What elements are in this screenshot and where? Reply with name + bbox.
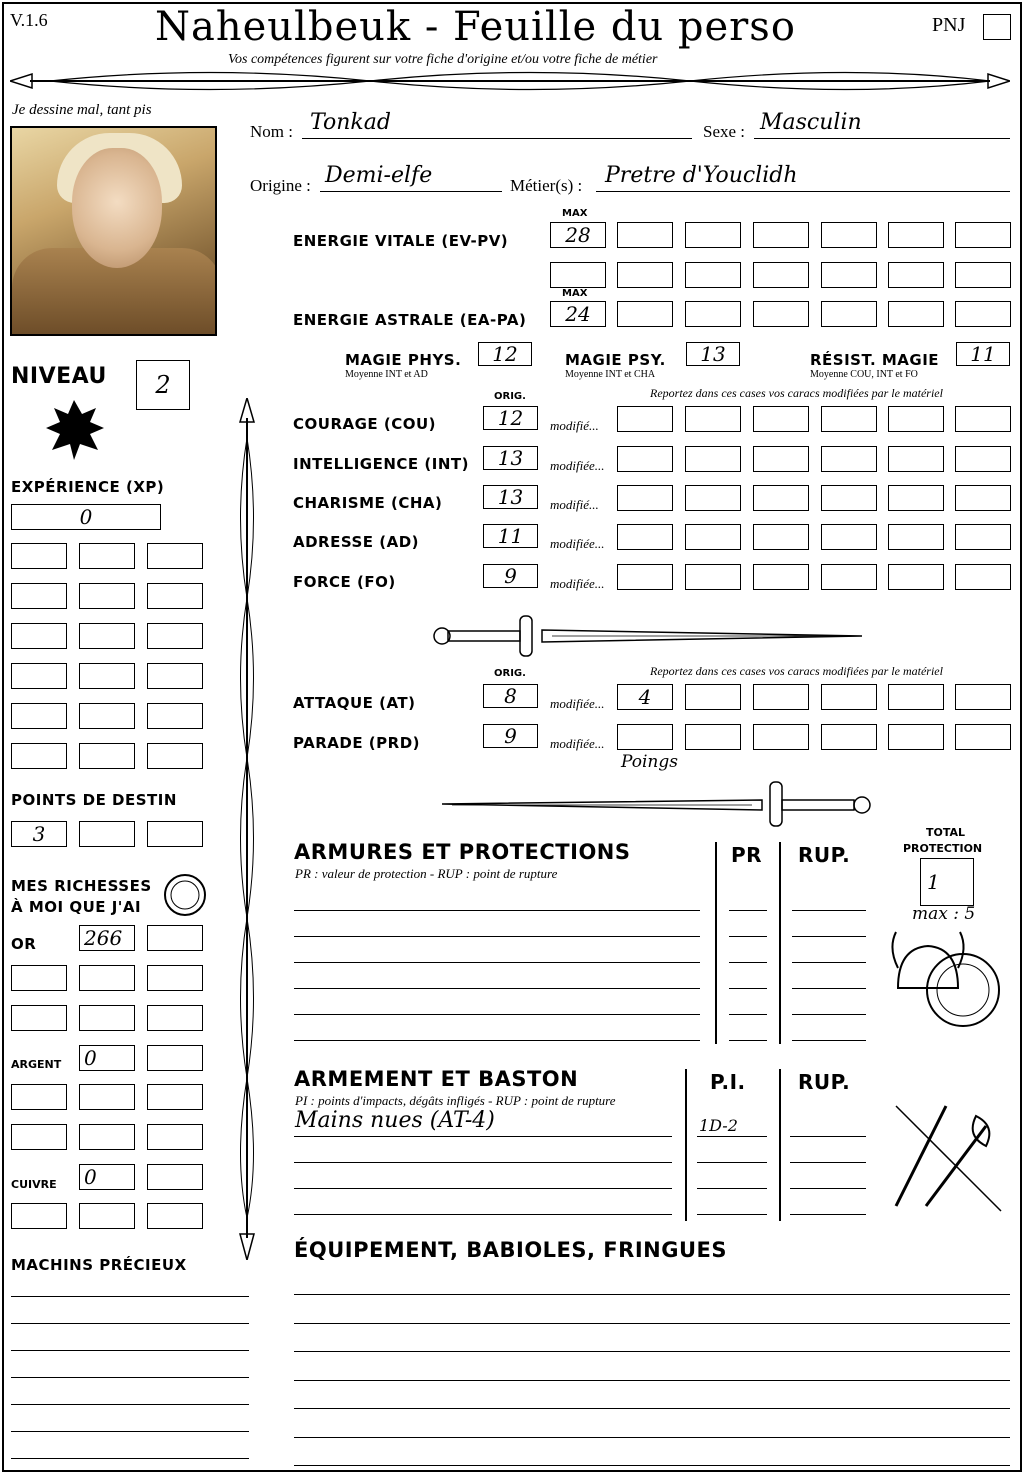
- xp-grid-box[interactable]: [79, 583, 135, 609]
- attaque-modif-box[interactable]: [685, 684, 741, 710]
- attaque-modif-box[interactable]: [753, 684, 809, 710]
- ea-label: ENERGIE ASTRALE (EA-PA): [293, 311, 527, 329]
- ev-box[interactable]: [617, 222, 673, 248]
- carac-modif-box[interactable]: [617, 446, 673, 472]
- resist-magie-sub: Moyenne COU, INT et FO: [810, 369, 918, 380]
- carac-modif-box[interactable]: [955, 485, 1011, 511]
- total-label-2: PROTECTION: [903, 842, 983, 855]
- money-box[interactable]: [147, 1203, 203, 1229]
- ea-box[interactable]: [617, 301, 673, 327]
- carac-modif-box[interactable]: [955, 564, 1011, 590]
- metier-line: [596, 191, 1010, 192]
- xp-grid-box[interactable]: [79, 543, 135, 569]
- equipement-title: ÉQUIPEMENT, BABIOLES, FRINGUES: [294, 1238, 727, 1262]
- armure-rup-line: [792, 988, 866, 989]
- precieux-line: [11, 1431, 249, 1432]
- carac-modif-box[interactable]: [821, 485, 877, 511]
- xp-label: EXPÉRIENCE (XP): [11, 478, 165, 496]
- carac-modif-box[interactable]: [685, 564, 741, 590]
- origine-value[interactable]: Demi-elfe: [325, 163, 433, 188]
- character-portrait: [10, 126, 217, 336]
- armement-divider-1: [685, 1069, 687, 1221]
- sheet-title: Naheulbeuk - Feuille du perso: [155, 4, 796, 50]
- armures-title: ARMURES ET PROTECTIONS: [294, 840, 631, 864]
- armures-divider-1: [715, 842, 717, 1044]
- armement-pi-line: [697, 1188, 767, 1189]
- destin-box-1[interactable]: 3: [11, 821, 67, 847]
- sexe-label: Sexe :: [703, 122, 746, 141]
- carac-modif-box[interactable]: [821, 524, 877, 550]
- armures-pr-label: PR: [731, 843, 763, 867]
- carac-label: COURAGE (COU): [293, 415, 437, 433]
- armement-title: ARMEMENT ET BASTON: [294, 1067, 579, 1091]
- money-box[interactable]: [11, 1203, 67, 1229]
- armures-divider-2: [779, 842, 781, 1044]
- xp-grid-box[interactable]: [79, 663, 135, 689]
- combat-orig-label: ORIG.: [494, 668, 526, 679]
- carac-modif-label: modifiée...: [550, 536, 605, 551]
- armement-sub: PI : points d'impacts, dégâts infligés - RUP : point de rupture: [295, 1093, 616, 1108]
- money-box[interactable]: [11, 1005, 67, 1031]
- carac-report-note: Reportez dans ces cases vos caracs modifiées par le matériel: [650, 386, 943, 400]
- ev-box[interactable]: [685, 262, 741, 288]
- money-box[interactable]: [79, 1124, 135, 1150]
- equipement-line: [294, 1294, 1010, 1295]
- armement-line: [294, 1162, 672, 1163]
- carac-orig-label: ORIG.: [494, 391, 526, 402]
- carac-modif-box[interactable]: [685, 406, 741, 432]
- armure-line: [294, 1014, 700, 1015]
- money-box[interactable]: [11, 1084, 67, 1110]
- carac-modif-box[interactable]: [753, 524, 809, 550]
- parade-label: PARADE (PRD): [293, 734, 421, 752]
- ev-box[interactable]: [550, 262, 606, 288]
- niveau-label: NIVEAU: [11, 364, 107, 389]
- combat-note[interactable]: Poings: [621, 752, 678, 772]
- parade-modif-box[interactable]: [617, 724, 673, 750]
- armure-rup-line: [792, 962, 866, 963]
- ev-label: ENERGIE VITALE (EV-PV): [293, 232, 509, 250]
- sexe-line: [754, 138, 1010, 139]
- sword-icon: [432, 612, 874, 662]
- carac-modif-box[interactable]: [753, 446, 809, 472]
- pnj-label: PNJ: [932, 14, 966, 36]
- armure-line: [294, 988, 700, 989]
- magie-psy-box[interactable]: 13: [686, 342, 740, 366]
- cuivre-box-2[interactable]: [147, 1164, 203, 1190]
- carac-modif-box[interactable]: [821, 446, 877, 472]
- armure-pr-line: [729, 1040, 767, 1041]
- nom-label: Nom :: [250, 122, 293, 141]
- armement-line: [294, 1136, 672, 1137]
- parade-modif-box[interactable]: [685, 724, 741, 750]
- armement-rup-line: [790, 1136, 866, 1137]
- portrait-caption: Je dessine mal, tant pis: [12, 102, 152, 118]
- carac-modif-box[interactable]: [753, 406, 809, 432]
- parade-modif-box[interactable]: [821, 724, 877, 750]
- carac-modif-label: modifiée...: [550, 576, 605, 591]
- total-label-1: TOTAL: [926, 826, 966, 839]
- carac-orig-box[interactable]: 13: [483, 446, 538, 470]
- armure-line: [294, 936, 700, 937]
- carac-modif-label: modifié...: [550, 497, 599, 512]
- armure-rup-line: [792, 1014, 866, 1015]
- ev-box[interactable]: [685, 222, 741, 248]
- ea-box[interactable]: [685, 301, 741, 327]
- argent-box-2[interactable]: [147, 1045, 203, 1071]
- carac-label: ADRESSE (AD): [293, 533, 420, 551]
- magie-phys-label: MAGIE PHYS.: [345, 351, 462, 369]
- carac-modif-box[interactable]: [888, 485, 944, 511]
- carac-modif-box[interactable]: [617, 485, 673, 511]
- carac-modif-box[interactable]: [753, 485, 809, 511]
- precieux-line: [11, 1296, 249, 1297]
- parade-orig-box[interactable]: 9: [483, 724, 538, 748]
- ea-box[interactable]: [821, 301, 877, 327]
- carac-orig-box[interactable]: 12: [483, 406, 538, 430]
- xp-grid-box[interactable]: [147, 543, 203, 569]
- armement-rup-line: [790, 1188, 866, 1189]
- coin-icon: [162, 872, 208, 918]
- or-box[interactable]: 266: [79, 925, 135, 951]
- carac-orig-box[interactable]: 11: [483, 524, 538, 548]
- armure-pr-line: [729, 962, 767, 963]
- spear-divider: [232, 398, 262, 1260]
- precieux-line: [11, 1323, 249, 1324]
- armure-rup-line: [792, 910, 866, 911]
- attaque-label: ATTAQUE (AT): [293, 694, 416, 712]
- armement-pi-line: [697, 1162, 767, 1163]
- weapon-1-pi[interactable]: 1D-2: [699, 1116, 738, 1135]
- armement-pi-line: [697, 1214, 767, 1215]
- armure-line: [294, 962, 700, 963]
- magie-phys-box[interactable]: 12: [478, 342, 532, 366]
- equipement-line: [294, 1323, 1010, 1324]
- carac-modif-box[interactable]: [888, 564, 944, 590]
- attaque-modif-box[interactable]: [955, 684, 1011, 710]
- or-label: OR: [11, 935, 37, 953]
- money-box[interactable]: [147, 1005, 203, 1031]
- armure-rup-line: [792, 936, 866, 937]
- carac-modif-box[interactable]: [685, 485, 741, 511]
- armement-pi-label: P.I.: [710, 1070, 746, 1094]
- ea-box[interactable]: [753, 301, 809, 327]
- armement-divider-2: [779, 1069, 781, 1221]
- parade-modif-box[interactable]: [955, 724, 1011, 750]
- armure-rup-line: [792, 1040, 866, 1041]
- nom-value[interactable]: Tonkad: [310, 110, 391, 135]
- xp-grid-box[interactable]: [147, 663, 203, 689]
- money-box[interactable]: [11, 1124, 67, 1150]
- total-protection-box[interactable]: 1: [920, 858, 974, 906]
- ea-box[interactable]: [955, 301, 1011, 327]
- origine-label: Origine :: [250, 176, 311, 195]
- ev-box[interactable]: [753, 262, 809, 288]
- ev-box[interactable]: [821, 262, 877, 288]
- carac-label: CHARISME (CHA): [293, 494, 443, 512]
- carac-modif-box[interactable]: [888, 446, 944, 472]
- precieux-line: [11, 1404, 249, 1405]
- carac-modif-box[interactable]: [617, 524, 673, 550]
- version-label: V.1.6: [10, 10, 48, 30]
- armures-rup-label: RUP.: [798, 843, 851, 867]
- armure-pr-line: [729, 936, 767, 937]
- carac-modif-box[interactable]: [888, 406, 944, 432]
- xp-grid-box[interactable]: [11, 623, 67, 649]
- ev-box[interactable]: [888, 222, 944, 248]
- argent-box[interactable]: 0: [79, 1045, 135, 1071]
- nom-line: [302, 138, 692, 139]
- resist-magie-label: RÉSIST. MAGIE: [810, 351, 940, 369]
- magie-psy-sub: Moyenne INT et CHA: [565, 369, 656, 380]
- ev-box[interactable]: [888, 262, 944, 288]
- ev-box[interactable]: [753, 222, 809, 248]
- money-box[interactable]: [79, 1005, 135, 1031]
- ev-max-box[interactable]: 28: [550, 222, 606, 248]
- carac-modif-box[interactable]: [888, 524, 944, 550]
- carac-modif-box[interactable]: [753, 564, 809, 590]
- parade-modif-box[interactable]: [888, 724, 944, 750]
- attaque-modif-label: modifiée...: [550, 696, 605, 711]
- carac-orig-box[interactable]: 13: [483, 485, 538, 509]
- destin-label: POINTS DE DESTIN: [11, 791, 177, 809]
- precieux-line: [11, 1377, 249, 1378]
- pnj-checkbox[interactable]: [983, 14, 1011, 40]
- niveau-box[interactable]: 2: [136, 360, 190, 410]
- or-box-2[interactable]: [147, 925, 203, 951]
- metier-value[interactable]: Pretre d'Youclidh: [605, 163, 798, 188]
- armement-rup-line: [790, 1162, 866, 1163]
- money-box[interactable]: [79, 965, 135, 991]
- carac-modif-box[interactable]: [821, 406, 877, 432]
- magie-phys-sub: Moyenne INT et AD: [345, 369, 428, 380]
- xp-grid-box[interactable]: [147, 743, 203, 769]
- parade-modif-box[interactable]: [753, 724, 809, 750]
- equipement-line: [294, 1465, 1010, 1466]
- carac-label: FORCE (FO): [293, 573, 396, 591]
- carac-modif-box[interactable]: [821, 564, 877, 590]
- armement-line: [294, 1188, 672, 1189]
- money-box[interactable]: [147, 965, 203, 991]
- equipement-line: [294, 1351, 1010, 1352]
- xp-grid-box[interactable]: [11, 703, 67, 729]
- carac-modif-box[interactable]: [617, 564, 673, 590]
- xp-grid-box[interactable]: [147, 623, 203, 649]
- carac-modif-label: modifié...: [550, 418, 599, 433]
- richesses-label-2: À MOI QUE J'AI: [11, 898, 142, 916]
- carac-modif-label: modifiée...: [550, 458, 605, 473]
- armure-line: [294, 1040, 700, 1041]
- decorative-arrow-banner: [10, 66, 1010, 100]
- armure-pr-line: [729, 988, 767, 989]
- destin-box-3[interactable]: [147, 821, 203, 847]
- sword-icon-2: [432, 778, 874, 830]
- argent-label: ARGENT: [11, 1058, 62, 1071]
- money-box[interactable]: [79, 1203, 135, 1229]
- cuivre-label: CUIVRE: [11, 1178, 57, 1191]
- ev-box[interactable]: [821, 222, 877, 248]
- equipement-line: [294, 1437, 1010, 1438]
- sexe-value[interactable]: Masculin: [760, 110, 862, 135]
- carac-modif-box[interactable]: [617, 406, 673, 432]
- carac-modif-box[interactable]: [955, 406, 1011, 432]
- xp-grid-box[interactable]: [79, 703, 135, 729]
- weapon-1-name[interactable]: Mains nues (AT-4): [295, 1108, 495, 1133]
- helmet-shield-icon: [888, 928, 1008, 1036]
- ev-box[interactable]: [955, 262, 1011, 288]
- armement-rup-line: [790, 1214, 866, 1215]
- xp-grid-box[interactable]: [79, 623, 135, 649]
- precieux-label: MACHINS PRÉCIEUX: [11, 1256, 187, 1274]
- money-box[interactable]: [11, 965, 67, 991]
- xp-grid-box[interactable]: [11, 583, 67, 609]
- ev-box[interactable]: [955, 222, 1011, 248]
- xp-grid-box[interactable]: [11, 743, 67, 769]
- crossed-weapons-icon: [886, 1096, 1006, 1218]
- total-max-note: max : 5: [912, 904, 976, 924]
- magie-psy-label: MAGIE PSY.: [565, 351, 666, 369]
- equipement-line: [294, 1380, 1010, 1381]
- equipement-line: [294, 1408, 1010, 1409]
- metier-label: Métier(s) :: [510, 176, 583, 195]
- sheet-subtitle: Vos compétences figurent sur votre fiche d'origine et/ou votre fiche de métier: [228, 52, 658, 67]
- xp-grid-box[interactable]: [79, 743, 135, 769]
- armement-pi-line: [697, 1136, 767, 1137]
- cuivre-box[interactable]: 0: [79, 1164, 135, 1190]
- carac-label: INTELLIGENCE (INT): [293, 455, 469, 473]
- origine-line: [320, 191, 502, 192]
- xp-grid-box[interactable]: [11, 663, 67, 689]
- armure-pr-line: [729, 1014, 767, 1015]
- parade-modif-label: modifiée...: [550, 736, 605, 751]
- xp-grid-box[interactable]: [11, 543, 67, 569]
- attaque-modif-box[interactable]: 4: [617, 684, 673, 710]
- armement-line: [294, 1214, 672, 1215]
- richesses-label-1: MES RICHESSES: [11, 877, 152, 895]
- carac-modif-box[interactable]: [685, 446, 741, 472]
- armement-rup-label: RUP.: [798, 1070, 851, 1094]
- ev-max-label: MAX: [562, 208, 588, 219]
- carac-modif-box[interactable]: [955, 524, 1011, 550]
- combat-report-note: Reportez dans ces cases vos caracs modifiées par le matériel: [650, 664, 943, 678]
- money-box[interactable]: [147, 1084, 203, 1110]
- attaque-orig-box[interactable]: 8: [483, 684, 538, 708]
- money-box[interactable]: [147, 1124, 203, 1150]
- xp-grid-box[interactable]: [147, 703, 203, 729]
- carac-modif-box[interactable]: [955, 446, 1011, 472]
- carac-modif-box[interactable]: [685, 524, 741, 550]
- ea-max-label: MAX: [562, 288, 588, 299]
- dragon-icon: [42, 394, 106, 464]
- attaque-modif-box[interactable]: [821, 684, 877, 710]
- ea-box[interactable]: [888, 301, 944, 327]
- money-box[interactable]: [79, 1084, 135, 1110]
- precieux-line: [11, 1458, 249, 1459]
- armure-line: [294, 910, 700, 911]
- xp-box[interactable]: 0: [11, 504, 161, 530]
- precieux-line: [11, 1350, 249, 1351]
- ea-max-box[interactable]: 24: [550, 301, 606, 327]
- ev-box[interactable]: [617, 262, 673, 288]
- attaque-modif-box[interactable]: [888, 684, 944, 710]
- destin-box-2[interactable]: [79, 821, 135, 847]
- armures-sub: PR : valeur de protection - RUP : point de rupture: [295, 866, 558, 881]
- xp-grid-box[interactable]: [147, 583, 203, 609]
- resist-magie-box[interactable]: 11: [956, 342, 1010, 366]
- armure-pr-line: [729, 910, 767, 911]
- carac-orig-box[interactable]: 9: [483, 564, 538, 588]
